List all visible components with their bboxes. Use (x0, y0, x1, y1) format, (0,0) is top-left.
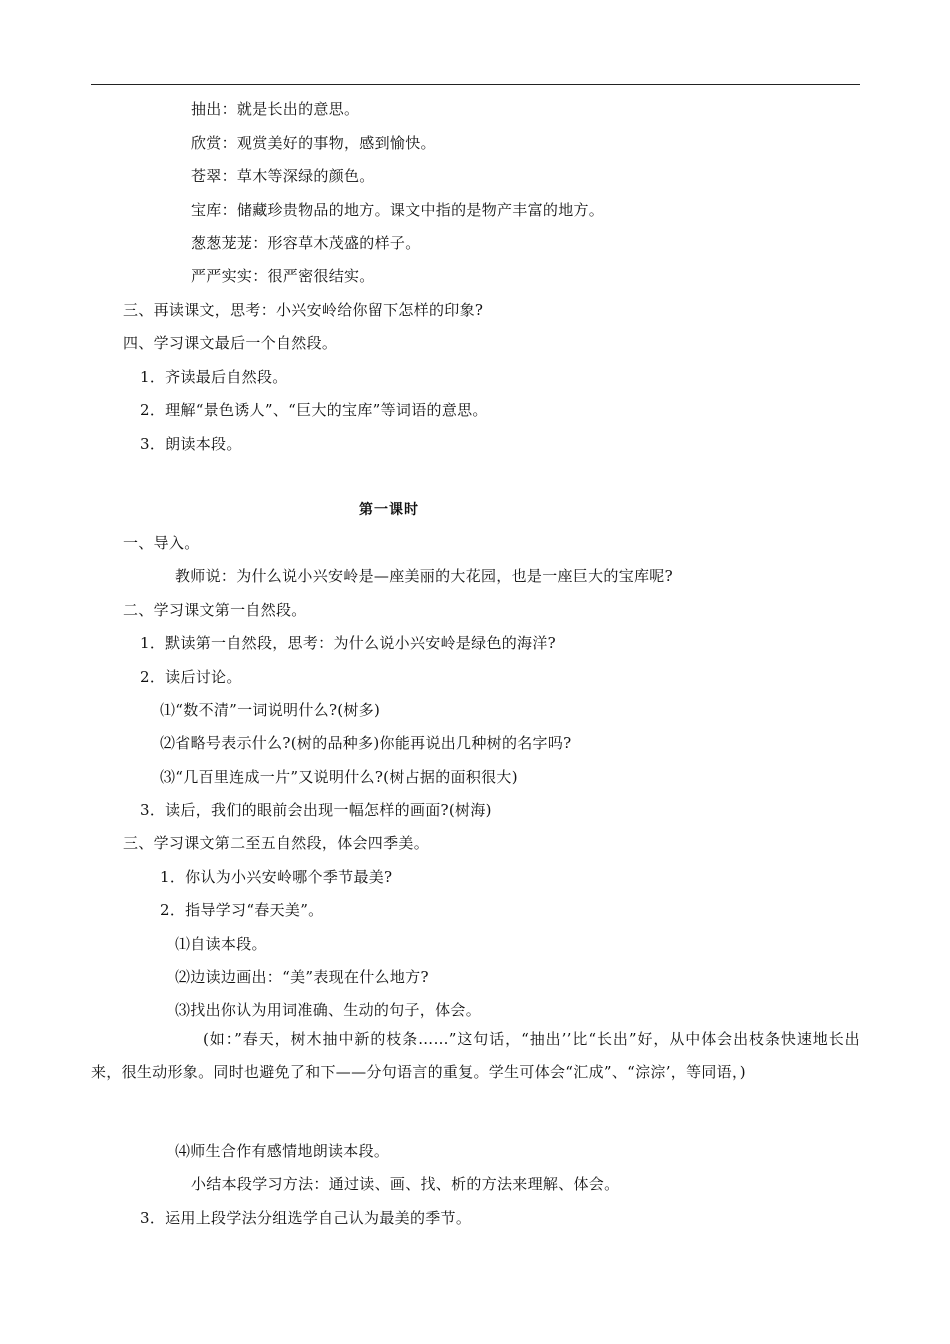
part-3-sub-3: ⑶找出你认为用词准确、生动的句子，体会。 (175, 1001, 482, 1019)
part-3-sub-4: ⑷师生合作有感情地朗读本段。 (175, 1142, 390, 1160)
part-3-sub-1: ⑴自读本段。 (175, 935, 267, 953)
part-3-item-3: 3．运用上段学法分组选学自己认为最美的季节。 (140, 1209, 472, 1227)
section-4-item-2: 2．理解“景色诱人”、“巨大的宝库”等词语的意思。 (140, 401, 488, 419)
summary-text: 小结本段学习方法：通过读、画、找、析的方法来理解、体会。 (191, 1175, 620, 1193)
section-3-heading: 三、再读课文，思考：小兴安岭给你留下怎样的印象? (123, 301, 484, 319)
definition-xinshang: 欣赏：观赏美好的事物，感到愉快。 (191, 134, 436, 152)
section-4-item-1: 1．齐读最后自然段。 (140, 368, 288, 386)
part-2-item-3: 3．读后，我们的眼前会出现一幅怎样的画面?(树海) (140, 801, 492, 819)
part-2-sub-3: ⑶“几百里连成一片”又说明什么?(树占据的面积很大) (160, 768, 518, 786)
part-2-item-2: 2．读后讨论。 (140, 668, 242, 686)
lesson-title: 第一课时 (359, 502, 419, 518)
part-2-heading: 二、学习课文第一自然段。 (123, 601, 307, 619)
intro-heading: 一、导入。 (123, 534, 200, 552)
part-2-sub-1: ⑴“数不清”一词说明什么?(树多) (160, 701, 381, 719)
intro-text: 教师说：为什么说小兴安岭是—座美丽的大花园，也是一座巨大的宝库呢? (175, 567, 673, 585)
part-3-item-2: 2．指导学习“春天美”。 (160, 901, 324, 919)
part-2-item-1: 1．默读第一自然段，思考：为什么说小兴安岭是绿色的海洋? (140, 634, 556, 652)
section-4-heading: 四、学习课文最后一个自然段。 (123, 334, 338, 352)
header-rule (91, 84, 860, 85)
part-3-sub-2: ⑵边读边画出：“美”表现在什么地方? (175, 968, 429, 986)
part-3-item-1: 1．你认为小兴安岭哪个季节最美? (160, 868, 393, 886)
definition-congcong: 葱葱茏茏：形容草木茂盛的样子。 (191, 234, 421, 252)
definition-baoku: 宝库：储藏珍贵物品的地方。课文中指的是物产丰富的地方。 (191, 201, 605, 219)
part-3-heading: 三、学习课文第二至五自然段，体会四季美。 (123, 834, 430, 852)
example-paragraph: (如：”春天，树木抽中新的枝条……”这句话，“抽出’’比“长出”好，从中体会出枝条快速地长出来，很生动形象。同时也避免了和下——分句语言的重复。学生可体会“汇成”、“淙淙’，等同语，) (91, 1030, 860, 1081)
definition-chouchu: 抽出：就是长出的意思。 (191, 100, 360, 118)
definition-yanyan: 严严实实：很严密很结实。 (191, 267, 375, 285)
definition-cangcui: 苍翠：草木等深绿的颜色。 (191, 167, 375, 185)
part-2-sub-2: ⑵省略号表示什么?(树的品种多)你能再说出几种树的名字吗? (160, 734, 572, 752)
section-4-item-3: 3．朗读本段。 (140, 435, 242, 453)
